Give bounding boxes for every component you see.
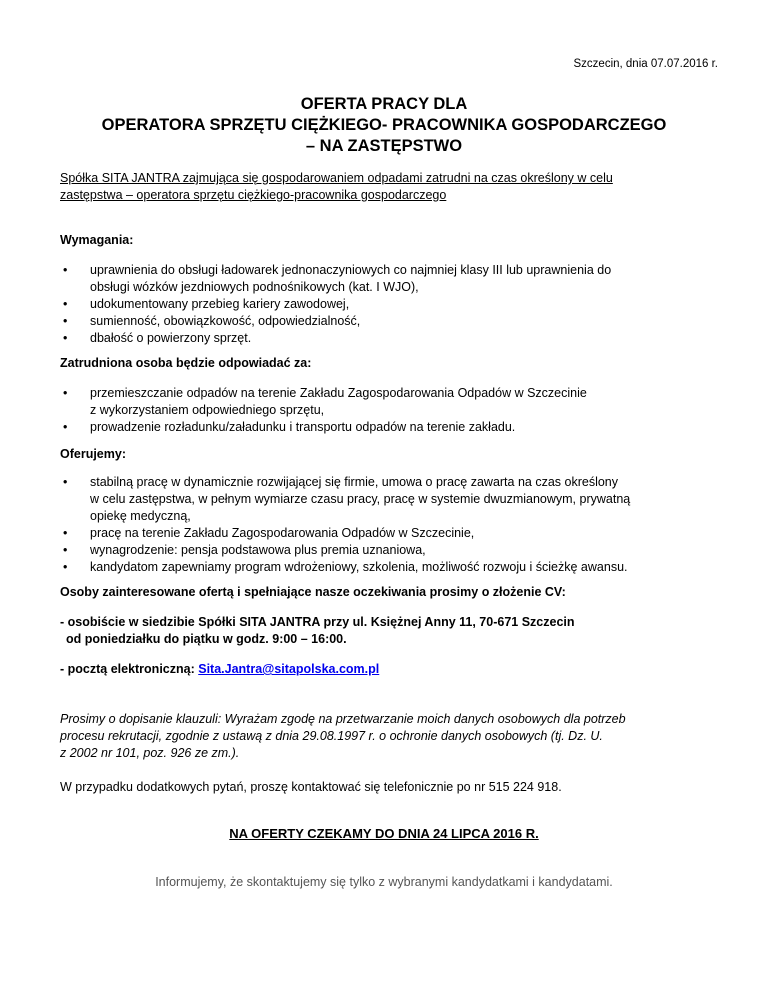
bullet-icon: • [63,560,68,574]
apply-email-label: - pocztą elektroniczną: [60,662,199,676]
responsibilities-list [60,385,720,436]
apply-email-row [60,661,720,678]
list-item-line: kandydatom zapewniamy program wdrożeniowy, szkolenia, możliwość rozwoju i ścieżkę awansu. [90,560,628,574]
bullet-icon: • [63,386,68,400]
list-item [60,313,720,330]
list-item-line: wynagrodzenie: pensja podstawowa plus premia uznaniowa, [90,543,426,557]
list-item-line: prowadzenie rozładunku/załadunku i transportu odpadów na terenie zakładu. [90,420,516,434]
list-item [60,296,720,313]
list-item-line: pracę na terenie Zakładu Zagospodarowania Odpadów w Szczecinie, [90,526,475,540]
date-line: Szczecin, dnia 07.07.2016 r. [573,58,718,70]
offer-list [60,474,720,576]
apply-text: Osoby zainteresowane ofertą i spełniające nasze oczekiwania prosimy o złożenie CV: [60,585,566,599]
title-line-1: OFERTA PRACY DLA [300,95,468,113]
list-item-line: opiekę medyczną, [90,509,191,523]
list-item-line: uprawnienia do obsługi ładowarek jednonaczyniowych co najmniej klasy III lub uprawnienia do [90,263,612,277]
list-item [60,330,720,347]
list-item [60,385,720,419]
bullet-icon: • [63,526,68,540]
list-item [60,542,720,559]
intro-paragraph [60,170,720,204]
offer-heading: Oferujemy: [60,447,126,461]
title-line-3: – NA ZASTĘPSTWO [305,137,463,155]
list-item-line: w celu zastępstwa, w pełnym wymiarze czasu pracy, pracę w systemie dwuzmianowym, prywatną [90,492,631,506]
clause-line-1: Prosimy o dopisanie klauzuli: Wyrażam zgodę na przetwarzanie moich danych osobowych dla potrzeb [60,712,626,726]
list-item [60,262,720,296]
apply-in-person [60,614,720,648]
bullet-icon: • [63,475,68,489]
list-item-line: z wykorzystaniem odpowiedniego sprzętu, [90,403,325,417]
list-item [60,525,720,542]
apply-in-person-line-2: od poniedziałku do piątku w godz. 9:00 – 16:00. [66,632,347,646]
bullet-icon: • [63,297,68,311]
list-item [60,419,720,436]
title-line-2: OPERATORA SPRZĘTU CIĘŻKIEGO- PRACOWNIKA GOSPODARCZEGO [101,116,667,134]
list-item-line: przemieszczanie odpadów na terenie Zakładu Zagospodarowania Odpadów w Szczecinie [90,386,587,400]
consent-clause [60,711,720,762]
list-item-line: dbałość o powierzony sprzęt. [90,331,252,345]
list-item-line: sumienność, obowiązkowość, odpowiedzialność, [90,314,361,328]
list-item [60,474,720,525]
list-item-line: stabilną pracę w dynamicznie rozwijającej się firmie, umowa o pracę zawarta na czas określony [90,475,619,489]
requirements-heading: Wymagania: [60,233,134,247]
list-item [60,559,720,576]
bullet-icon: • [63,314,68,328]
contact-text: W przypadku dodatkowych pytań, proszę kontaktować się telefonicznie po nr 515 224 918. [60,780,562,794]
intro-line-1: Spółka SITA JANTRA zajmująca się gospodarowaniem odpadami zatrudni na czas określony w celu [60,171,613,185]
apply-in-person-line-1: - osobiście w siedzibie Spółki SITA JANTRA przy ul. Księżnej Anny 11, 70-671 Szczecin [60,615,575,629]
bullet-icon: • [63,420,68,434]
responsibilities-heading: Zatrudniona osoba będzie odpowiadać za: [60,356,312,370]
email-link[interactable]: Sita.Jantra@sitapolska.com.pl [198,662,380,676]
bullet-icon: • [63,331,68,345]
intro-line-2: zastępstwa – operatora sprzętu ciężkiego-pracownika gospodarczego [60,188,447,202]
list-item-line: udokumentowany przebieg kariery zawodowej, [90,297,350,311]
list-item-line: obsługi wózków jezdniowych podnośnikowych (kat. I WJO), [90,280,419,294]
requirements-list [60,262,720,347]
footer-note: Informujemy, że skontaktujemy się tylko z wybranymi kandydatkami i kandydatami. [155,875,613,889]
deadline-text: NA OFERTY CZEKAMY DO DNIA 24 LIPCA 2016 R. [229,826,539,841]
bullet-icon: • [63,263,68,277]
clause-line-3: z 2002 nr 101, poz. 926 ze zm.). [60,746,240,760]
bullet-icon: • [63,543,68,557]
clause-line-2: procesu rekrutacji, zgodnie z ustawą z dnia 29.08.1997 r. o ochronie danych osobowych (tj. Dz. U. [60,729,603,743]
